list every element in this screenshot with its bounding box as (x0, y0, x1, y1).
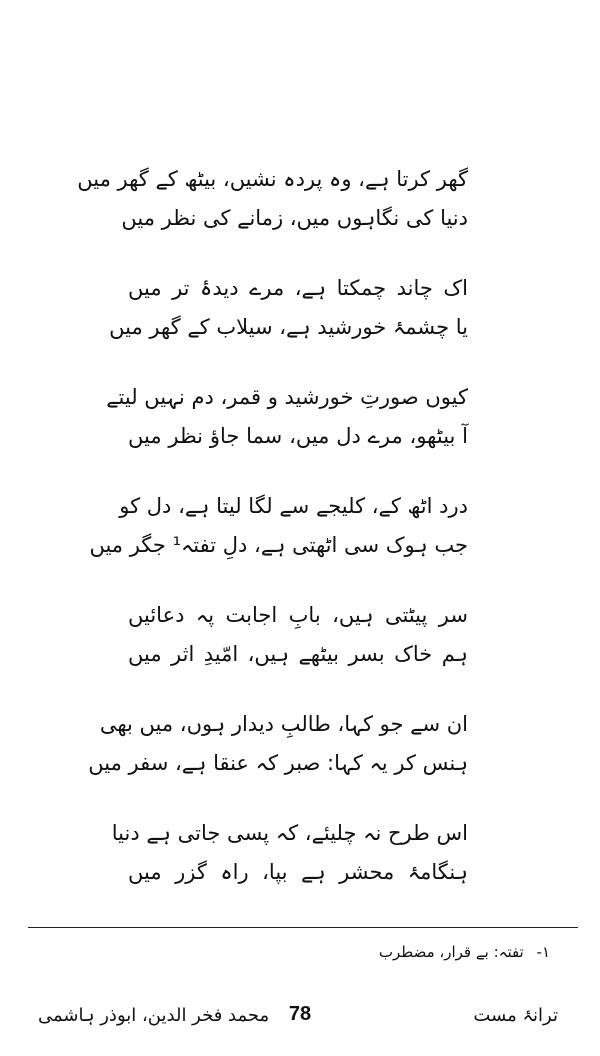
footnote-number: ۱- (536, 943, 550, 961)
verse-line: جب ہوک سی اٹھتی ہے، دلِ تفتہ¹ جگر میں (89, 533, 468, 557)
verse-line: اک چاند چمکتا ہے، مرے دیدۂ تر میں (128, 276, 468, 300)
verse-line: ان سے جو کہا، طالبِ دیدار ہوں، میں بھی (99, 712, 468, 736)
footnote (379, 940, 550, 964)
verse-line: یا چشمۂ خورشید ہے، سیلاب کے گھر میں (109, 315, 468, 339)
verse-line: آ بیٹھو، مرے دل میں، سما جاؤ نظر میں (128, 424, 468, 448)
stanza-4 (89, 487, 468, 565)
stanza-1 (77, 160, 468, 238)
footer-book-title: ترانۂ مست (473, 1005, 558, 1026)
stanza-6 (88, 705, 468, 783)
verse-line: دنیا کی نگاہوں میں، زمانے کی نظر میں (121, 206, 468, 230)
footer-authors: محمد فخر الدین، ابوذر ہاشمی (38, 1005, 270, 1026)
verse-line: ہم خاک بسر بیٹھے ہیں، امّیدِ اثر میں (128, 642, 468, 666)
verse-line: سر پیٹتی ہیں، بابِ اجابت پہ دعائیں (128, 603, 468, 627)
verse-line: ہنگامۂ محشر ہے بپا، راہ گزر میں (128, 860, 468, 884)
verse-line: گھر کرتا ہے، وہ پردہ نشیں، بیٹھ کے گھر میں (77, 167, 468, 191)
stanza-3 (106, 378, 468, 456)
footnote-divider (28, 927, 578, 928)
verse-line: درد اٹھ کے، کلیجے سے لگا لیتا ہے، دل کو (119, 494, 468, 518)
page-number: 78 (288, 1003, 312, 1025)
stanza-7 (111, 814, 468, 892)
page-footer (0, 1003, 600, 1039)
stanza-5 (128, 596, 468, 674)
verse-line: ہنس کر یہ کہا: صبر کہ عنقا ہے، سفر میں (88, 751, 468, 775)
verse-line: اس طرح نہ چلیئے، کہ پسی جاتی ہے دنیا (111, 821, 468, 845)
stanza-2 (109, 269, 468, 347)
footnote-text: تفتہ: بے قرار، مضطرب (378, 943, 524, 961)
poem-body (77, 160, 468, 923)
verse-line: کیوں صورتِ خورشید و قمر، دم نہیں لیتے (106, 385, 468, 409)
